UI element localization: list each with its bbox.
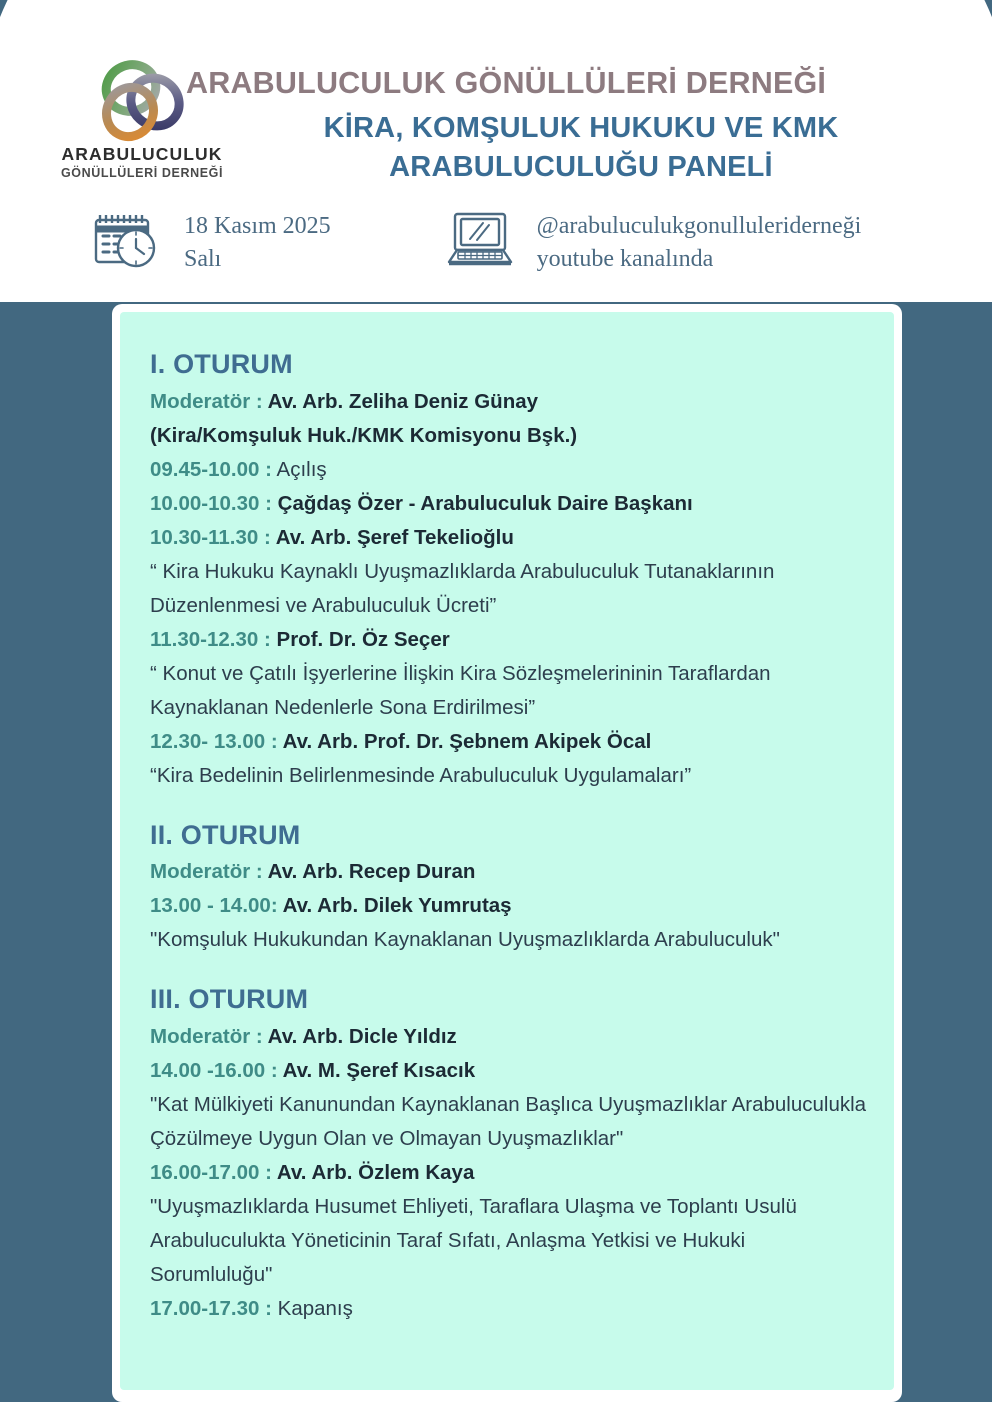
program-entry <box>150 453 868 487</box>
stream-handle: @arabuluculukgonulluleriderneği <box>536 213 862 239</box>
program-entry <box>150 1156 868 1190</box>
presentation-topic: “Kira Bedelinin Belirlenmesinde Arabuluculuk Uygulamaları” <box>150 763 692 787</box>
presentation-topic: “ Kira Hukuku Kaynaklı Uyuşmazlıklarda Arabuluculuk Tutanaklarının Düzenlenmesi ve Arabuluculuk Ücreti” <box>150 559 775 617</box>
calendar-clock-icon <box>88 208 164 270</box>
program-panel <box>120 312 894 1390</box>
program-entry-speaker: Av. Arb. Özlem Kaya <box>271 1160 475 1184</box>
program-entry-speaker: Prof. Dr. Öz Seçer <box>270 627 450 651</box>
program-entry <box>150 385 868 419</box>
presentation-topic: "Uyuşmazlıklarda Husumet Ehliyeti, Taraflara Ulaşma ve Toplantı Usulü Arabuluculukta Yöneticinin Taraf Sıfatı, Anlaşma Yetkisi ve Hukuki Sorumluluğu" <box>150 1194 797 1286</box>
panel-title-line-1: KİRA, KOMŞULUK HUKUKU VE KMK <box>323 112 839 145</box>
event-date-line-2: Salı <box>184 246 222 273</box>
trefoil-rings-icon <box>94 58 190 142</box>
logo-name: ARABULUCULUK <box>61 144 223 164</box>
program-entry <box>150 1054 868 1088</box>
stream-channel-text <box>537 208 862 276</box>
presentation-topic: "Kat Mülkiyeti Kanunundan Kaynaklanan Başlıca Uyuşmazlıklar Arabuluculukla Çözülmeye Uygun Olan ve Olmayan Uyuşmazlıklar" <box>150 1092 867 1150</box>
program-entry-value: Açılış <box>271 457 327 481</box>
organization-title: ARABULUCULUK GÖNÜLLÜLERİ DERNEĞİ <box>186 66 827 100</box>
presentation-topic: "Komşuluk Hukukundan Kaynaklanan Uyuşmazlıklarda Arabuluculuk" <box>150 928 780 952</box>
presentation-topic: “ Konut ve Çatılı İşyerlerine İlişkin Kira Sözleşmelerininin Taraflardan Kaynaklanan Nedenlerle Sona Erdirilmesi” <box>150 661 771 719</box>
program-entry <box>150 725 868 759</box>
program-entry-label: 09.45-10.00 : <box>150 457 272 481</box>
event-date-item <box>88 208 331 276</box>
header-content <box>0 0 992 302</box>
program-entry-label: Moderatör : <box>150 860 263 884</box>
session-title: III. OTURUM <box>150 984 309 1015</box>
stream-channel-item <box>445 208 862 276</box>
event-date-line-1: 18 Kasım 2025 <box>184 213 331 239</box>
session-block <box>150 815 868 958</box>
moderator-role-text: (Kira/Komşuluk Huk./KMK Komisyonu Bşk.) <box>150 423 578 447</box>
program-entry-value: Kapanış <box>271 1296 353 1320</box>
program-entry-speaker: Av. Arb. Recep Duran <box>262 860 476 884</box>
session-block <box>150 344 868 793</box>
program-entry-speaker: Av. Arb. Prof. Dr. Şebnem Akipek Öcal <box>277 729 652 753</box>
stream-platform: youtube kanalında <box>536 246 714 273</box>
program-entry-label: 10.00-10.30 : <box>150 491 272 515</box>
event-date-text <box>184 208 331 276</box>
program-entry-label: Moderatör : <box>150 389 263 413</box>
program-entry <box>150 1292 868 1326</box>
program-entry-speaker: Av. Arb. Şeref Tekelioğlu <box>270 525 514 549</box>
moderator-role-note <box>150 419 868 453</box>
program-entry <box>150 1020 868 1054</box>
program-entry-label: 16.00-17.00 : <box>150 1160 272 1184</box>
program-entry-speaker: Av. Arb. Dilek Yumrutaş <box>277 894 512 918</box>
title-block <box>186 66 976 187</box>
laptop-icon <box>445 208 517 268</box>
program-entry <box>150 623 868 657</box>
panel-title-line-2: ARABULUCULUĞU PANELİ <box>389 150 773 183</box>
program-entry-label: 12.30- 13.00 : <box>150 729 278 753</box>
program-entry-label: Moderatör : <box>150 1024 263 1048</box>
program-entry <box>150 855 868 889</box>
program-entry-speaker: Av. Arb. Dicle Yıldız <box>262 1024 457 1048</box>
program-entry <box>150 889 868 923</box>
session-title: II. OTURUM <box>150 819 301 850</box>
program-entry <box>150 487 868 521</box>
program-entry-speaker: Av. M. Şeref Kısacık <box>277 1058 476 1082</box>
session-block <box>150 979 868 1326</box>
program-entry-label: 17.00-17.30 : <box>150 1296 272 1320</box>
program-entry-label: 11.30-12.30 : <box>150 627 271 651</box>
session-title: I. OTURUM <box>150 349 293 379</box>
program-entry-speaker: Av. Arb. Zeliha Deniz Günay <box>262 389 539 413</box>
logo-subtitle: GÖNÜLLÜLERİ DERNEĞİ <box>60 165 224 180</box>
program-entry-label: 14.00 -16.00 : <box>150 1058 278 1082</box>
event-info-row <box>0 208 992 276</box>
program-entry <box>150 521 868 555</box>
program-entry-label: 10.30-11.30 : <box>150 525 271 549</box>
program-entry-label: 13.00 - 14.00: <box>150 894 278 918</box>
program-entry-speaker: Çağdaş Özer - Arabuluculuk Daire Başkanı <box>271 491 693 515</box>
